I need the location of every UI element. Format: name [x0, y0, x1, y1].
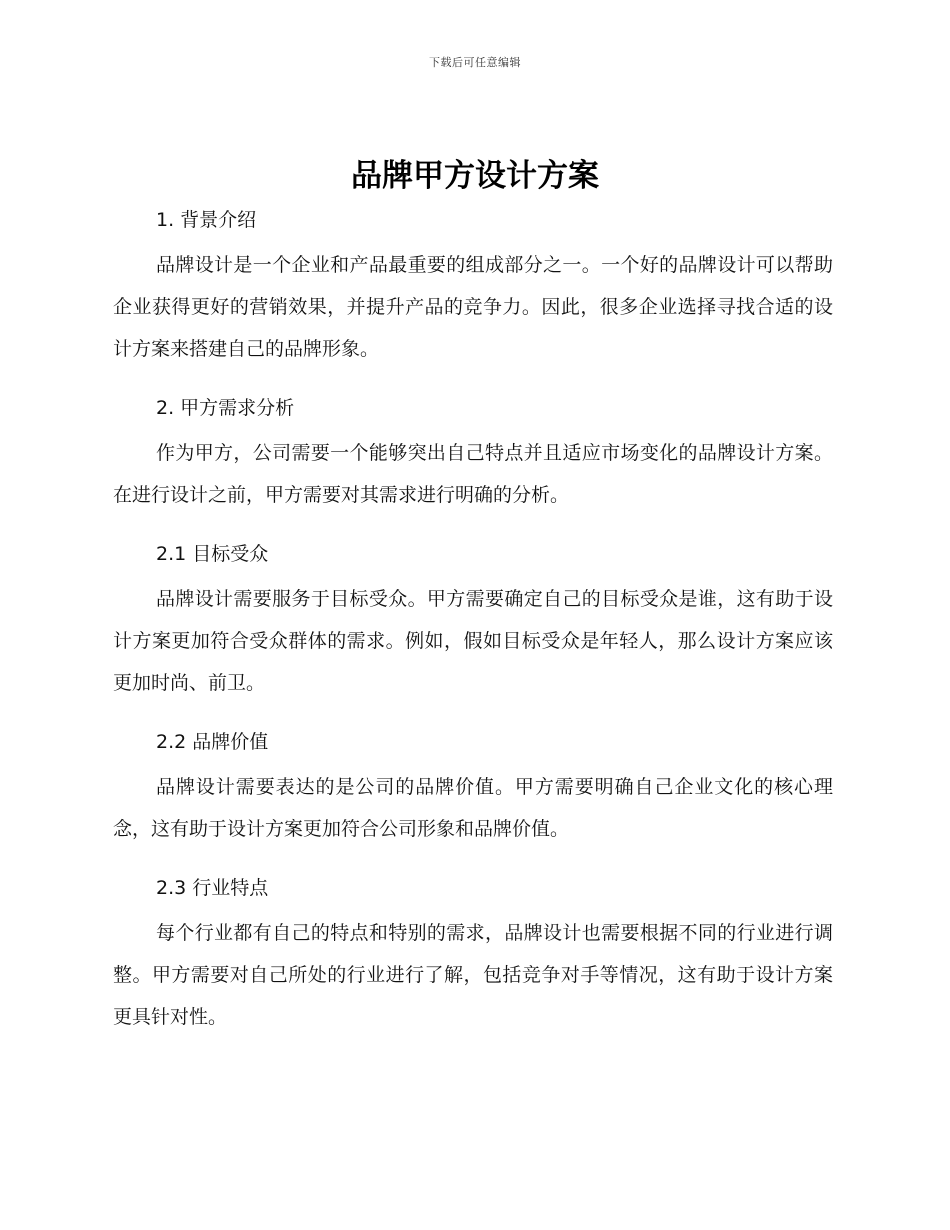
section-heading: 2.1 目标受众	[156, 543, 269, 565]
section-heading: 1. 背景介绍	[156, 209, 257, 231]
section-paragraph: 品牌设计是一个企业和产品最重要的组成部分之一。一个好的品牌设计可以帮助企业获得更好的营销效果，并提升产品的竞争力。因此，很多企业选择寻找合适的设计方案来搭建自己的品牌形象。	[113, 254, 833, 360]
document-body	[113, 196, 833, 1052]
section-paragraph: 品牌设计需要表达的是公司的品牌价值。甲方需要明确自己企业文化的核心理念，这有助于设计方案更加符合公司形象和品牌价值。	[113, 776, 833, 840]
section-paragraph: 作为甲方，公司需要一个能够突出自己特点并且适应市场变化的品牌设计方案。在进行设计之前，甲方需要对其需求进行明确的分析。	[113, 442, 833, 506]
section-heading: 2.2 品牌价值	[156, 731, 269, 753]
section-target-audience	[113, 530, 833, 704]
document-title: 品牌甲方设计方案	[351, 158, 599, 194]
section-background	[113, 196, 833, 370]
section-industry-features	[113, 864, 833, 1038]
section-paragraph: 每个行业都有自己的特点和特别的需求，品牌设计也需要根据不同的行业进行调整。甲方需要对自己所处的行业进行了解，包括竞争对手等情况，这有助于设计方案更具针对性。	[113, 922, 833, 1028]
section-requirements-analysis	[113, 384, 833, 516]
section-paragraph: 品牌设计需要服务于目标受众。甲方需要确定自己的目标受众是谁，这有助于设计方案更加符合受众群体的需求。例如，假如目标受众是年轻人，那么设计方案应该更加时尚、前卫。	[113, 588, 833, 694]
section-heading: 2. 甲方需求分析	[156, 397, 295, 419]
header-note: 下载后可任意编辑	[429, 56, 521, 69]
section-heading: 2.3 行业特点	[156, 877, 269, 899]
section-brand-value	[113, 718, 833, 850]
